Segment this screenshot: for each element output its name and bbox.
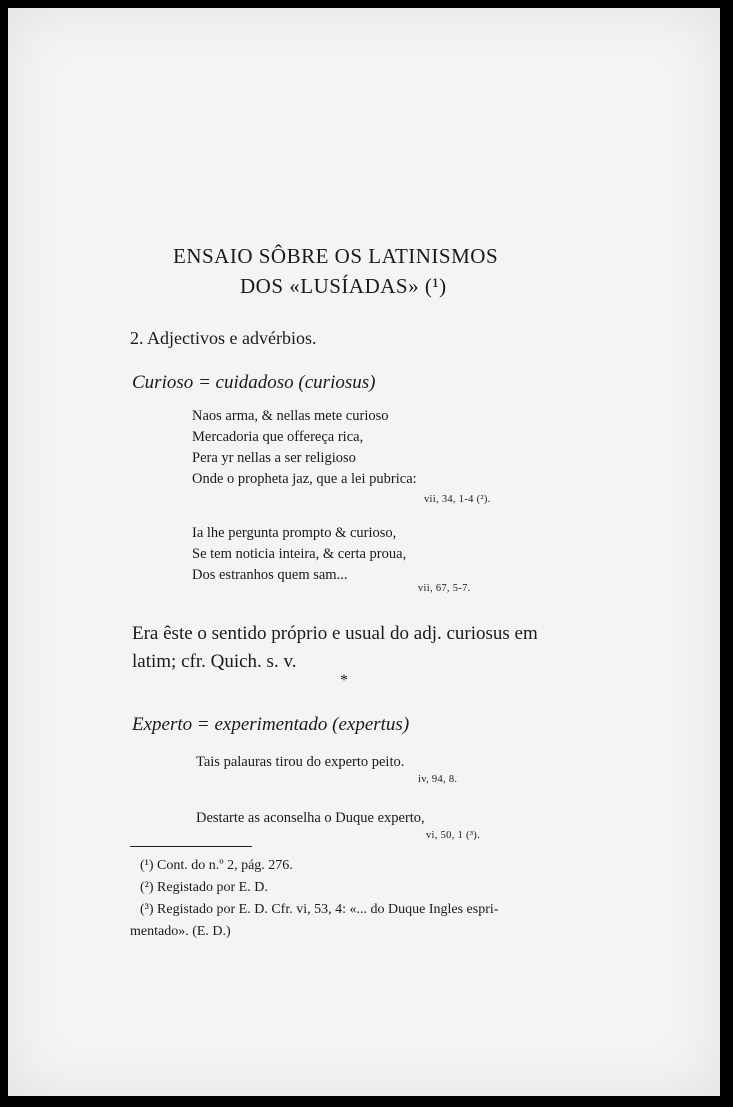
verse-line: Naos arma, & nellas mete curioso — [192, 408, 389, 424]
prose-line: Era êste o sentido próprio e usual do adj. curiosus em — [132, 623, 538, 644]
title-line-1: ENSAIO SÔBRE OS LATINISMOS — [173, 244, 499, 268]
footnote-3-line-2: mentado». (E. D.) — [130, 924, 231, 939]
prose-line: latim; cfr. Quich. s. v. — [132, 651, 297, 672]
footnote-2: (²) Registado por E. D. — [140, 880, 268, 895]
entry-heading-experto: Experto = experimentado (expertus) — [132, 714, 410, 735]
section-heading: 2. Adjectivos e advérbios. — [130, 328, 317, 348]
prose-paragraph — [132, 620, 538, 676]
title-line-2: DOS «LUSÍADAS» (¹) — [240, 274, 447, 298]
entry-heading-curioso: Curioso = cuidadoso (curiosus) — [132, 372, 376, 393]
verse-line: Pera yr nellas a ser religioso — [192, 450, 356, 466]
verse-line: Destarte as aconselha o Duque experto, — [196, 810, 425, 826]
verse-line: Ia lhe pergunta prompto & curioso, — [192, 525, 397, 541]
verse-stanza-2 — [192, 523, 406, 586]
verse-line: Onde o propheta jaz, que a lei pubrica: — [192, 471, 417, 487]
footnote-rule — [130, 846, 252, 847]
verse-line: Se tem noticia inteira, & certa proua, — [192, 546, 407, 562]
document-page — [8, 8, 720, 1096]
verse-line: Mercadoria que offereça rica, — [192, 429, 364, 445]
verse-reference: vi, 50, 1 (³). — [426, 830, 481, 841]
verse-line: Dos estranhos quem sam... — [192, 567, 348, 583]
verse-reference: iv, 94, 8. — [418, 774, 458, 785]
footnote-3-line-1: (³) Registado por E. D. Cfr. vi, 53, 4: «... do Duque Ingles espri- — [140, 902, 499, 917]
section-separator: * — [340, 672, 348, 689]
verse-reference: vii, 67, 5-7. — [418, 583, 471, 594]
verse-line: Tais palauras tirou do experto peito. — [196, 754, 405, 770]
footnote-1: (¹) Cont. do n.º 2, pág. 276. — [140, 858, 293, 873]
verse-reference: vii, 34, 1-4 (²). — [424, 494, 491, 505]
verse-stanza-1 — [192, 406, 417, 490]
